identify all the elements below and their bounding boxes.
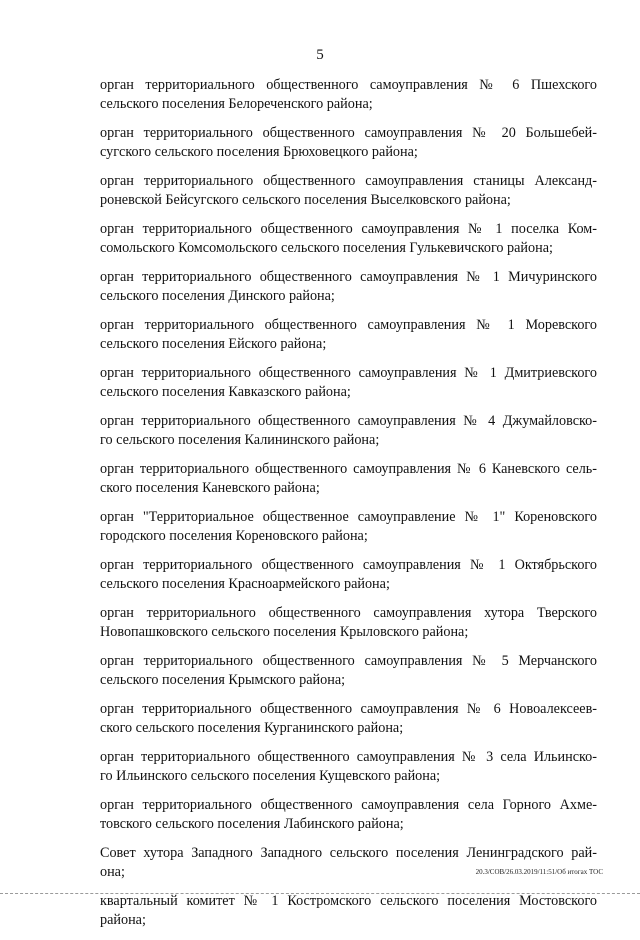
list-item-line-2: сомольского Комсомольского сельского поселения Гулькевичского района; [100, 240, 553, 256]
list-item-line-2: ского поселения Каневского района; [100, 480, 320, 496]
list-item [100, 700, 597, 738]
list-item-line-2: го сельского поселения Калининского района; [100, 432, 380, 448]
list-item [100, 604, 597, 642]
list-item-line-2: она; [100, 864, 125, 880]
list-item-line-2: сельского поселения Динского района; [100, 288, 335, 304]
list-item-line-2: сельского поселения Кавказского района; [100, 384, 351, 400]
list-item [100, 556, 597, 594]
list-item-line-1: орган территориального общественного самоуправления № 1 Дмитриевского [100, 365, 597, 381]
list-item-line-1: орган территориального общественного самоуправления станицы Александ- [100, 173, 597, 189]
list-item-line-2: го Ильинского сельского поселения Кущевского района; [100, 768, 441, 784]
list-item-line-2: ского сельского поселения Курганинского района; [100, 720, 404, 736]
list-item-line-1: орган "Территориальное общественное самоуправление № 1" Кореновского [100, 509, 597, 525]
list-item [100, 652, 597, 690]
list-item-line-2: городского поселения Кореновского района; [100, 528, 368, 544]
list-item-line-1: орган территориального общественного самоуправления № 5 Мерчанского [100, 653, 597, 669]
list-item-line-1: орган территориального общественного самоуправления № 6 Пшехского [100, 77, 597, 93]
list-item [100, 172, 597, 210]
list-item-line-1: Совет хутора Западного Западного сельского поселения Ленинградского рай- [100, 845, 597, 861]
list-item-line-1: орган территориального общественного самоуправления № 20 Большебей- [100, 125, 597, 141]
list-item-line-1: орган территориального общественного самоуправления № 1 Моревского [100, 317, 597, 333]
list-item-line-1: орган территориального общественного самоуправления села Горного Ахме- [100, 797, 597, 813]
list-item-line-1: орган территориального общественного самоуправления № 1 поселка Ком- [100, 221, 597, 237]
list-item-line-2: Новопашковского сельского поселения Крыловского района; [100, 624, 469, 640]
list-item [100, 124, 597, 162]
list-item-line-1: орган территориального общественного самоуправления № 3 села Ильинско- [100, 749, 597, 765]
list-item [100, 316, 597, 354]
list-item [100, 460, 597, 498]
list-item [100, 892, 597, 930]
list-item-line-1: орган территориального общественного самоуправления № 6 Каневского сель- [100, 461, 597, 477]
list-item-line-2: сугского сельского поселения Брюховецкого района; [100, 144, 418, 160]
list-item-line-2: роневской Бейсугского сельского поселения Выселковского района; [100, 192, 511, 208]
list-item [100, 76, 597, 114]
list-item-line-1: орган территориального общественного самоуправления № 4 Джумайловско- [100, 413, 597, 429]
list-item-line-1: орган территориального общественного самоуправления хутора Тверского [100, 605, 597, 621]
document-reference-code: 20.3/СОВ/26.03.2019/11:51/Об итогах ТОС [475, 868, 603, 876]
page-bottom-divider [0, 893, 640, 894]
list-item-line-1: орган территориального общественного самоуправления № 1 Октябрьского [100, 557, 597, 573]
document-body [100, 76, 597, 940]
list-item [100, 748, 597, 786]
page-number: 5 [316, 47, 324, 63]
list-item-line-1: орган территориального общественного самоуправления № 1 Мичуринского [100, 269, 597, 285]
list-item-line-2: сельского поселения Красноармейского района; [100, 576, 390, 592]
list-item [100, 508, 597, 546]
list-item [100, 796, 597, 834]
list-item-line-1: квартальный комитет № 1 Костромского сельского поселения Мостовского [100, 893, 597, 909]
list-item-line-2: сельского поселения Крымского района; [100, 672, 346, 688]
list-item-line-1: орган территориального общественного самоуправления № 6 Новоалексеев- [100, 701, 597, 717]
list-item-line-2: товского сельского поселения Лабинского района; [100, 816, 404, 832]
list-item [100, 268, 597, 306]
list-item-line-2: района; [100, 912, 146, 928]
list-item [100, 364, 597, 402]
list-item [100, 412, 597, 450]
list-item-line-2: сельского поселения Ейского района; [100, 336, 327, 352]
list-item [100, 220, 597, 258]
list-item-line-2: сельского поселения Белореченского района; [100, 96, 373, 112]
